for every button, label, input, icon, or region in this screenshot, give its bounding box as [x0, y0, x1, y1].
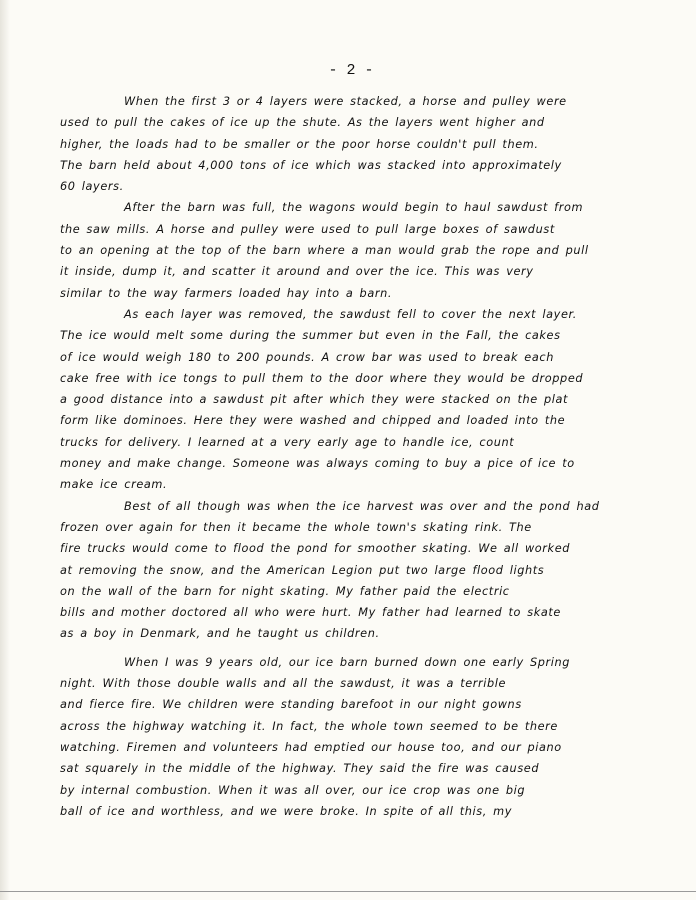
text-line: across the highway watching it. In fact, the whole town seemed to be there: [60, 719, 558, 733]
text-line: used to pull the cakes of ice up the shute. As the layers went higher and: [60, 116, 545, 130]
text-line: sat squarely in the middle of the highway. They said the fire was caused: [60, 762, 540, 776]
text-line: similar to the way farmers loaded hay into a barn.: [60, 286, 393, 300]
text-line: make ice cream.: [60, 478, 168, 492]
text-line: by internal combustion. When it was all over, our ice crop was one big: [60, 783, 526, 797]
text-line: When I was 9 years old, our ice barn burned down one early Spring: [124, 655, 571, 669]
text-line: The ice would melt some during the summer but even in the Fall, the cakes: [60, 329, 561, 343]
text-line: the saw mills. A horse and pulley were used to pull large boxes of sawdust: [60, 222, 555, 236]
text-line: a good distance into a sawdust pit after which they were stacked on the plat: [60, 393, 569, 407]
text-line: trucks for delivery. I learned at a very early age to handle ice, count: [60, 435, 515, 449]
text-line: After the barn was full, the wagons would begin to haul sawdust from: [124, 201, 584, 215]
page-number: - 2 -: [328, 62, 374, 79]
text-line: as a boy in Denmark, and he taught us children.: [60, 627, 380, 641]
text-line: Best of all though was when the ice harvest was over and the pond had: [124, 499, 600, 513]
text-line: and fierce fire. We children were standing barefoot in our night gowns: [60, 698, 522, 712]
text-line: fire trucks would come to flood the pond for smoother skating. We all worked: [60, 542, 571, 556]
text-line: form like dominoes. Here they were washed and chipped and loaded into the: [60, 414, 566, 428]
text-line: night. With those double walls and all the sawdust, it was a terrible: [60, 677, 507, 691]
text-line: cake free with ice tongs to pull them to the door where they would be dropped: [60, 371, 584, 385]
text-line: frozen over again for then it became the whole town's skating rink. The: [60, 520, 532, 534]
text-line: on the wall of the barn for night skating. My father paid the electric: [60, 584, 510, 598]
text-line: at removing the snow, and the American Legion put two large flood lights: [60, 563, 545, 577]
text-line: The barn held about 4,000 tons of ice which was stacked into approximately: [60, 158, 562, 172]
text-line: watching. Firemen and volunteers had emptied our house too, and our piano: [60, 740, 562, 754]
body-text: [60, 91, 650, 822]
text-line: of ice would weigh 180 to 200 pounds. A crow bar was used to break each: [60, 350, 554, 364]
page-edge-shadow: [0, 0, 10, 900]
paragraph-gap: [60, 645, 650, 652]
text-line: bills and mother doctored all who were hurt. My father had learned to skate: [60, 606, 561, 620]
text-line: to an opening at the top of the barn where a man would grab the rope and pull: [60, 244, 589, 258]
text-line: ball of ice and worthless, and we were broke. In spite of all this, my: [60, 804, 513, 818]
text-line: money and make change. Someone was always coming to buy a pice of ice to: [60, 457, 575, 471]
bottom-rule: [0, 891, 696, 892]
text-line: higher, the loads had to be smaller or the poor horse couldn't pull them.: [60, 137, 539, 151]
text-line: it inside, dump it, and scatter it around and over the ice. This was very: [60, 265, 534, 279]
text-line: 60 layers.: [60, 180, 124, 194]
text-line: When the first 3 or 4 layers were stacked, a horse and pulley were: [124, 95, 567, 108]
text-line: As each layer was removed, the sawdust fell to cover the next layer.: [124, 307, 577, 321]
